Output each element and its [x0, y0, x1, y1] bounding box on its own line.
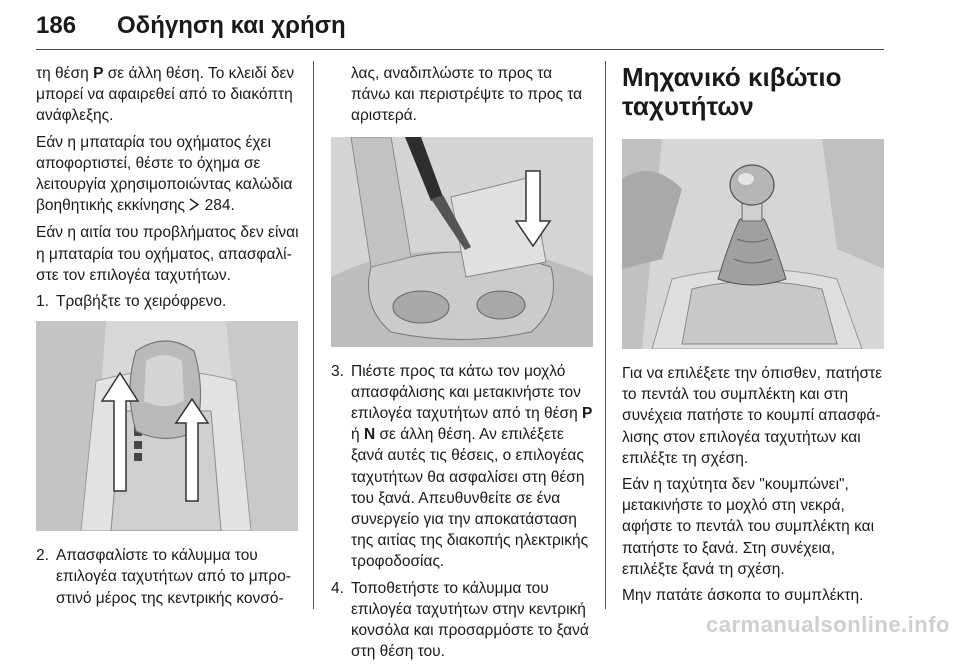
col3-paragraph-1: Για να επιλέξετε την όπισθεν, πατήστε το πεντάλ του συμπλέκτη και στη συνέχεια πατήστε το κουμπί απασφάλισης στον επιλογέα ταχυτήτων και επιλέξτε τη σχέση. [622, 365, 883, 467]
step-1 [36, 291, 302, 312]
column-divider-1 [313, 61, 314, 609]
column-1 [36, 63, 302, 614]
step-text: Πιέστε προς τα κάτω τον μοχλό απασφάλισης και μετακινήστε τον επιλογέα ταχυτήτων από τη θέση P ή N σε άλλη θέση. Αν επιλέξετε ξανά αυτές τις θέσεις, ο επιλογέας ταχυτήτων θα ασφαλίσει στη θέση του ξανά. Απευθυνθείτε σε ένα συνεργείο για την αποκατάσταση της αιτίας της διακοπής ηλεκτρικής τροφοδοσίας. [351, 362, 593, 571]
step-number: 1. [36, 293, 49, 311]
step-text: Απασφαλίστε το κάλυμμα του επιλογέα ταχυτήτων από το μπροστινό μέρος της κεντρικής κονσό- [56, 547, 292, 607]
column-divider-2 [605, 61, 606, 609]
col3-paragraph-2: Εάν η ταχύτητα δεν "κουμπώνει", μετακινήστε το μοχλό στη νεκρά, αφήστε το πεντάλ του συμπλέκτη και πατήστε το ξανά. Στη συνέχεια, επιλέξτε ξανά τη σχέση. [622, 476, 875, 578]
step-2-continuation: λας, αναδιπλώστε το προς τα πάνω και περιστρέψτε το προς τα αριστερά. [351, 65, 583, 125]
step-4 [331, 578, 593, 663]
column-2 [331, 63, 593, 667]
page-header [0, 0, 960, 52]
figure-manual-gear-lever [622, 139, 884, 349]
running-title: Οδήγηση και χρήση [117, 12, 346, 39]
step-3 [331, 361, 593, 573]
section-heading: Μηχανικό κιβώτιο ταχυτήτων [622, 62, 842, 121]
step-2 [36, 545, 302, 609]
step-text: Τοποθετήστε το κάλυμμα του επιλογέα ταχυτήτων στην κεντρική κονσόλα και προσαρμόστε το ξανά στη θέση του. [351, 579, 589, 661]
col1-paragraph-1: τη θέση P σε άλλη θέση. Το κλειδί δεν μπορεί να αφαιρεθεί από το διακόπτη ανάφλεξης. [36, 65, 295, 125]
col1-paragraph-3: Εάν η αιτία του προβλήματος δεν είναι η μπαταρία του οχήματος, απασφαλίστε τον επιλογέα ταχυτήτων. [36, 224, 299, 284]
page-number: 186 [36, 12, 77, 39]
col3-paragraph-3: Μην πατάτε άσκοπα το συμπλέκτη. [622, 587, 864, 605]
header-rule [36, 49, 884, 50]
watermark: carmanualsonline.info [706, 612, 950, 637]
page-ref-arrow-icon [189, 196, 200, 217]
step-number: 4. [331, 579, 344, 597]
col1-paragraph-2: Εάν η μπαταρία του οχήματος έχει αποφορτιστεί, θέστε το όχημα σε λειτουργία χρησιμοποιώντας καλώδια βοηθητικής εκκίνησης 284. [36, 132, 302, 218]
step-text: Τραβήξτε το χειρόφρενο. [56, 293, 227, 311]
step-number: 2. [36, 547, 49, 565]
figure-automatic-selector-lever [36, 321, 298, 531]
column-3 [622, 63, 888, 611]
step-number: 3. [331, 362, 344, 380]
figure-selector-release-screwdriver [331, 137, 593, 347]
